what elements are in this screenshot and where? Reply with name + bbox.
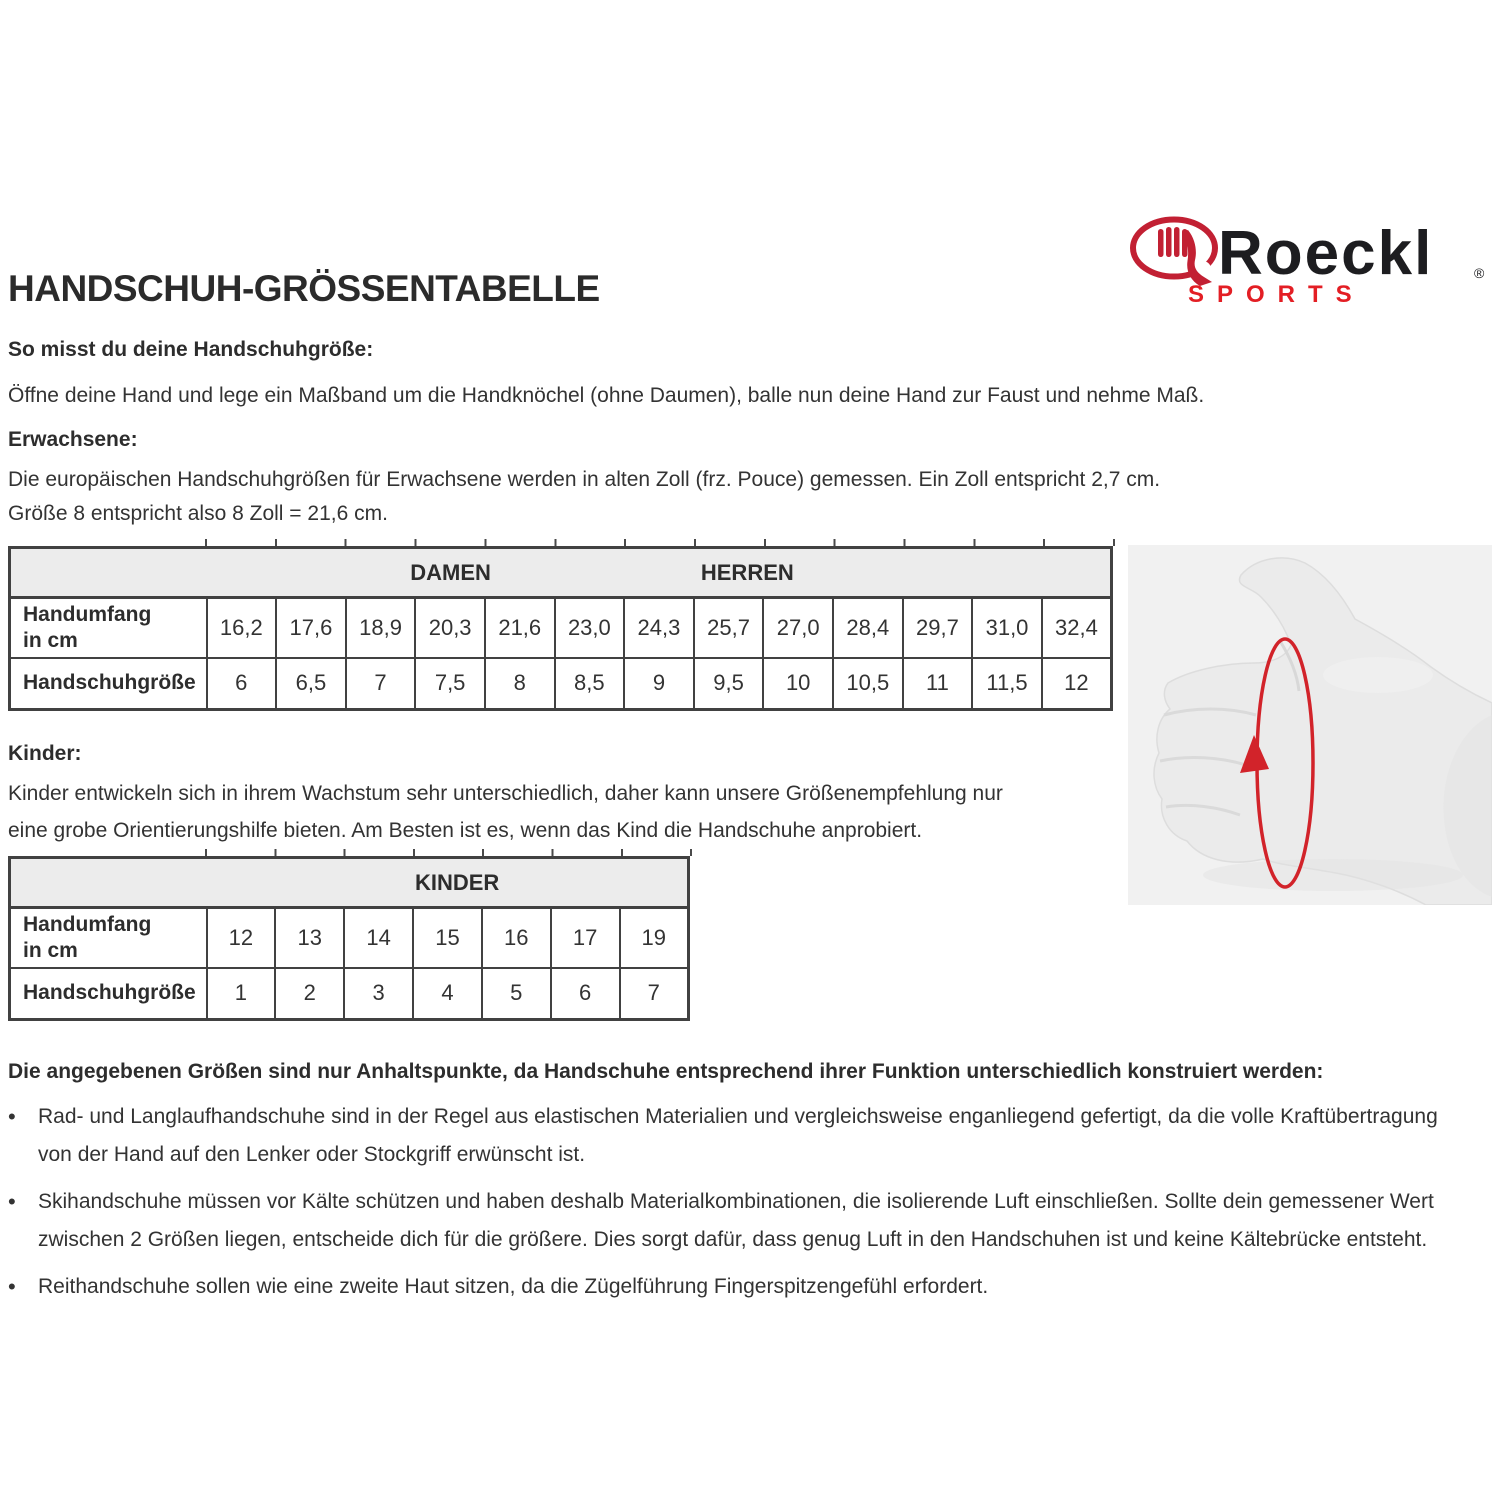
glove-size-cell: 11,5 <box>972 658 1042 710</box>
circumference-row-label <box>10 908 207 968</box>
circumference-cell: 13 <box>275 908 344 968</box>
glove-size-cell: 2 <box>275 968 344 1020</box>
circumference-label-line2: in cm <box>23 628 78 652</box>
roeckl-wordmark: Roeckl <box>1218 219 1434 288</box>
glove-size-cell: 7,5 <box>415 658 485 710</box>
glove-size-cell: 3 <box>344 968 413 1020</box>
glove-size-cell: 4 <box>413 968 482 1020</box>
glove-size-cell: 5 <box>482 968 551 1020</box>
circumference-cell: 25,7 <box>694 598 764 658</box>
circumference-cell: 27,0 <box>763 598 833 658</box>
bullet-marker <box>8 1268 38 1306</box>
glove-size-cell: 8,5 <box>555 658 625 710</box>
kids-group-header-row <box>10 858 689 908</box>
kids-table-top-ticks <box>205 849 692 856</box>
bullet-text: Rad- und Langlaufhandschuhe sind in der Regel aus elastischen Materialien und vergleichsweise enganliegend gefertigt, da die volle Kraftübertragung von der Hand auf den Lenker oder Stockgriff erwünscht ist. <box>38 1105 1438 1166</box>
bullet-item <box>8 1098 1460 1174</box>
circumference-cell: 21,6 <box>485 598 555 658</box>
herren-group-header: HERREN <box>700 559 794 585</box>
notes-heading: Die angegebenen Größen sind nur Anhaltspunkte, da Handschuhe entsprechend ihrer Funktion unterschiedlich konstruiert werden: <box>8 1060 1324 1083</box>
glove-size-cell: 8 <box>485 658 555 710</box>
kinder-group-header: KINDER <box>414 869 500 895</box>
adults-group-header-row <box>10 548 1112 598</box>
circumference-cell: 29,7 <box>903 598 973 658</box>
circumference-label-line1: Handumfang <box>23 912 152 936</box>
adults-text-line2: Größe 8 entspricht also 8 Zoll = 21,6 cm. <box>8 502 388 525</box>
hand-measure-figure <box>1128 545 1492 905</box>
glove-size-cell: 11 <box>903 658 973 710</box>
circumference-cell: 16,2 <box>207 598 277 658</box>
page-title: HANDSCHUH-GRÖSSENTABELLE <box>8 268 600 309</box>
circumference-cell: 24,3 <box>624 598 694 658</box>
circumference-cell: 17 <box>551 908 620 968</box>
bullet-item <box>8 1183 1460 1259</box>
bullet-marker <box>8 1183 38 1259</box>
circumference-cell: 28,4 <box>833 598 903 658</box>
kids-circumference-row <box>10 908 689 968</box>
kids-heading: Kinder: <box>8 742 82 765</box>
glove-size-cell: 6 <box>207 658 277 710</box>
bullet-item <box>8 1268 1460 1306</box>
circumference-label-line1: Handumfang <box>23 602 152 626</box>
circumference-cell: 18,9 <box>346 598 416 658</box>
registered-mark: ® <box>1474 265 1485 281</box>
bullet-marker <box>8 1098 38 1174</box>
glove-size-cell: 6 <box>551 968 620 1020</box>
circumference-cell: 12 <box>207 908 276 968</box>
sports-tagline: SPORTS <box>1188 281 1365 308</box>
adults-heading: Erwachsene: <box>8 428 138 451</box>
notes-bullet-list <box>8 1098 1460 1315</box>
bullet-text: Reithandschuhe sollen wie eine zweite Haut sitzen, da die Zügelführung Fingerspitzengefühl erfordert. <box>38 1275 989 1298</box>
hand-illustration <box>1128 545 1492 905</box>
glove-size-cell: 1 <box>207 968 276 1020</box>
roeckl-sports-logo <box>1128 216 1492 316</box>
circumference-cell: 20,3 <box>415 598 485 658</box>
circumference-row-label <box>10 598 207 658</box>
glove-size-cell: 12 <box>1042 658 1112 710</box>
kids-size-row <box>10 968 689 1020</box>
glove-size-cell: 6,5 <box>276 658 346 710</box>
size-row-label: Handschuhgröße <box>10 968 207 1020</box>
glove-size-cell: 10 <box>763 658 833 710</box>
glove-size-cell: 9 <box>624 658 694 710</box>
logo-graphic <box>1128 216 1492 316</box>
adults-table-top-ticks <box>205 539 1115 546</box>
bullet-text: Skihandschuhe müssen vor Kälte schützen und haben deshalb Materialkombinationen, die isolierende Luft einschließen. Sollte dein gemessener Wert zwischen 2 Größen liegen, entscheide dich für die größere. Dies sorgt dafür, dass genug Luft in den Handschuhen ist und keine Kältebrücke entsteht. <box>38 1190 1434 1251</box>
glove-size-cell: 7 <box>620 968 689 1020</box>
kids-group-header-cell <box>10 858 689 908</box>
circumference-cell: 32,4 <box>1042 598 1112 658</box>
circumference-cell: 16 <box>482 908 551 968</box>
circumference-cell: 19 <box>620 908 689 968</box>
adults-circumference-row <box>10 598 1112 658</box>
adults-group-header-cell <box>10 548 1112 598</box>
circumference-cell: 15 <box>413 908 482 968</box>
adults-text-line1: Die europäischen Handschuhgrößen für Erwachsene werden in alten Zoll (frz. Pouce) gemessen. Ein Zoll entspricht 2,7 cm. <box>8 468 1161 491</box>
glove-size-cell: 10,5 <box>833 658 903 710</box>
damen-group-header: DAMEN <box>410 559 491 585</box>
circumference-cell: 14 <box>344 908 413 968</box>
measure-heading: So misst du deine Handschuhgröße: <box>8 338 374 361</box>
circumference-cell: 31,0 <box>972 598 1042 658</box>
size-row-label: Handschuhgröße <box>10 658 207 710</box>
circumference-cell: 17,6 <box>276 598 346 658</box>
measure-text: Öffne deine Hand und lege ein Maßband um die Handknöchel (ohne Daumen), balle nun deine Hand zur Faust und nehme Maß. <box>8 384 1205 407</box>
glove-size-cell: 9,5 <box>694 658 764 710</box>
kids-text: Kinder entwickeln sich in ihrem Wachstum sehr unterschiedlich, daher kann unsere Größenempfehlung nur eine grobe Orientierungshilfe bieten. Am Besten ist es, wenn das Kind die Handschuhe anprobiert. <box>8 782 1003 842</box>
kids-size-table <box>8 856 690 1021</box>
circumference-label-line2: in cm <box>23 938 78 962</box>
glove-hand-icon <box>1133 220 1215 287</box>
adults-size-row <box>10 658 1112 710</box>
glove-size-cell: 7 <box>346 658 416 710</box>
adults-size-table <box>8 546 1113 711</box>
circumference-cell: 23,0 <box>555 598 625 658</box>
